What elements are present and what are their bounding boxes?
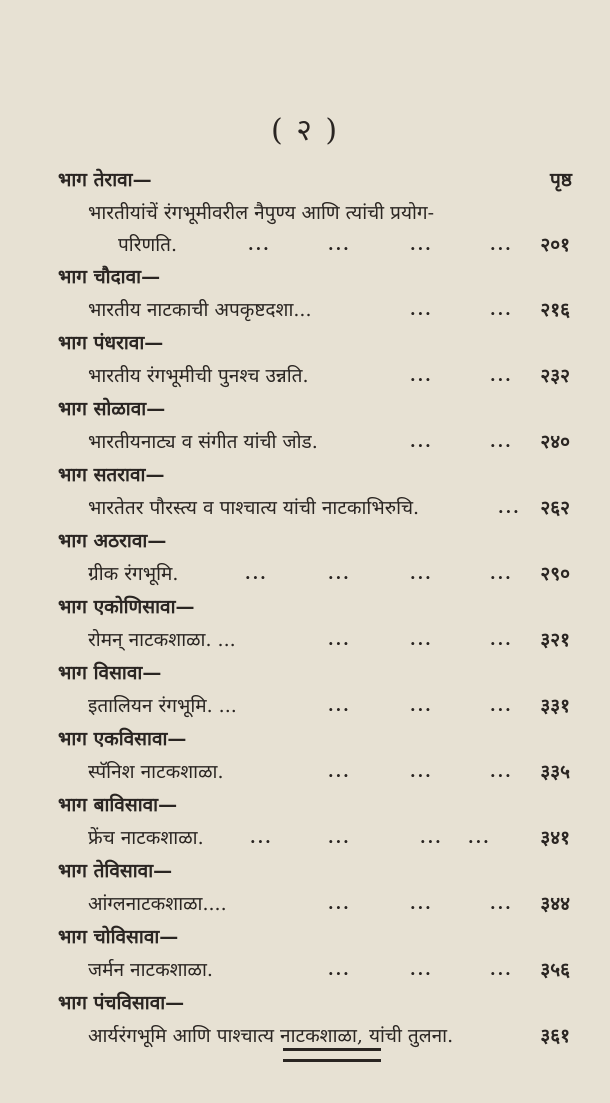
leader-dots: ... — [328, 960, 351, 979]
leader-dots: ... — [490, 235, 513, 254]
part-title: भाग तेरावा— — [58, 169, 152, 191]
leader-dots: ... — [328, 828, 351, 847]
toc-entry — [0, 757, 610, 793]
part-title: भाग चोविसावा— — [58, 926, 179, 948]
toc-entry — [0, 889, 610, 925]
entry-title: आर्यरंगभूमि आणि पाश्चात्य नाटकशाळा, यांची तुलना. — [88, 1025, 454, 1047]
leader-dots: ... — [410, 630, 433, 649]
part-title: भाग तेविसावा— — [58, 860, 173, 882]
toc-entry — [0, 427, 610, 463]
toc-part-heading — [0, 165, 610, 201]
leader-dots: ... — [328, 235, 351, 254]
leader-dots: ... — [248, 235, 271, 254]
entry-title: स्पॅनिश नाटकशाळा. — [88, 761, 224, 783]
toc-entry — [0, 295, 610, 331]
leader-dots: ... — [420, 828, 443, 847]
entry-title: आंग्लनाटकशाळा.... — [88, 893, 227, 915]
end-rule — [283, 1048, 381, 1062]
toc-entry — [0, 955, 610, 991]
entry-title: रोमन् नाटकशाळा. ... — [88, 629, 236, 651]
part-title: भाग विसावा— — [58, 662, 162, 684]
toc-part-heading — [0, 790, 610, 826]
entry-title: भारतीय रंगभूमीची पुनश्च उन्नति. — [88, 365, 309, 387]
toc-part-heading — [0, 328, 610, 364]
leader-dots: ... — [328, 894, 351, 913]
toc-entry — [0, 361, 610, 397]
page-ref: २३२ — [540, 365, 570, 387]
leader-dots: ... — [410, 762, 433, 781]
part-title: भाग सतरावा— — [58, 464, 165, 486]
leader-dots: ... — [490, 894, 513, 913]
leader-dots: ... — [250, 828, 273, 847]
page-ref: ३४४ — [540, 893, 570, 915]
leader-dots: ... — [490, 564, 513, 583]
toc-part-heading — [0, 592, 610, 628]
toc-entry — [0, 823, 610, 859]
leader-dots: ... — [328, 564, 351, 583]
toc-entry — [0, 625, 610, 661]
leader-dots: ... — [410, 366, 433, 385]
page-ref: ३६१ — [540, 1025, 570, 1047]
toc-part-heading — [0, 262, 610, 298]
leader-dots: ... — [410, 696, 433, 715]
leader-dots: ... — [410, 960, 433, 979]
entry-title: भारतीयनाट्य व संगीत यांची जोड. — [88, 431, 318, 453]
page-ref: ३२१ — [540, 629, 570, 651]
part-title: भाग एकविसावा— — [58, 728, 187, 750]
page-ref: ३५६ — [540, 959, 570, 981]
entry-title: जर्मन नाटकशाळा. — [88, 959, 213, 981]
leader-dots: ... — [410, 564, 433, 583]
leader-dots: ... — [490, 366, 513, 385]
page-ref: २४० — [540, 431, 570, 453]
part-title: भाग पंचविसावा— — [58, 992, 185, 1014]
page-number: ( २ ) — [270, 113, 340, 148]
leader-dots: ... — [328, 696, 351, 715]
leader-dots: ... — [410, 894, 433, 913]
part-title: भाग एकोणिसावा— — [58, 596, 195, 618]
entry-title-continued: परिणति. — [118, 234, 178, 256]
part-title: भाग सोळावा— — [58, 398, 166, 420]
entry-title: भारतेतर पौरस्त्य व पाश्चात्य यांची नाटकाभिरुचि. — [88, 497, 420, 519]
leader-dots: ... — [490, 630, 513, 649]
toc-part-heading — [0, 988, 610, 1024]
toc-part-heading — [0, 394, 610, 430]
leader-dots: ... — [498, 498, 521, 517]
leader-dots: ... — [490, 960, 513, 979]
toc-part-heading — [0, 526, 610, 562]
toc-part-heading — [0, 658, 610, 694]
leader-dots: ... — [328, 762, 351, 781]
leader-dots: ... — [410, 432, 433, 451]
toc-entry — [0, 493, 610, 529]
toc-entry — [0, 198, 610, 234]
leader-dots: ... — [410, 300, 433, 319]
toc-part-heading — [0, 922, 610, 958]
page-header-label: पृष्ठ — [550, 169, 572, 191]
toc-entry-continued — [0, 230, 610, 266]
page-ref: ३४१ — [540, 827, 570, 849]
entry-title: ग्रीक रंगभूमि. — [88, 563, 179, 585]
toc-part-heading — [0, 724, 610, 760]
leader-dots: ... — [410, 235, 433, 254]
page-ref: २०१ — [540, 234, 570, 256]
part-title: भाग चौदावा— — [58, 266, 161, 288]
part-title: भाग बाविसावा— — [58, 794, 178, 816]
entry-title: इतालियन रंगभूमि. ... — [88, 695, 237, 717]
toc-entry — [0, 691, 610, 727]
leader-dots: ... — [490, 762, 513, 781]
entry-title: भारतीय नाटकाची अपकृष्टदशा... — [88, 299, 312, 321]
part-title: भाग पंधरावा— — [58, 332, 164, 354]
toc-entry — [0, 559, 610, 595]
leader-dots: ... — [490, 696, 513, 715]
leader-dots: ... — [328, 630, 351, 649]
leader-dots: ... — [490, 432, 513, 451]
page-ref: ३३५ — [540, 761, 570, 783]
part-title: भाग अठरावा— — [58, 530, 167, 552]
leader-dots: ... — [490, 300, 513, 319]
page-ref: २१६ — [540, 299, 570, 321]
page-ref: ३३१ — [540, 695, 570, 717]
leader-dots: ... — [245, 564, 268, 583]
entry-title: भारतीयांचें रंगभूमीवरील नैपुण्य आणि त्यांची प्रयोग- — [88, 202, 435, 224]
toc-part-heading — [0, 856, 610, 892]
leader-dots: ... — [468, 828, 491, 847]
page-ref: २६२ — [540, 497, 570, 519]
toc-part-heading — [0, 460, 610, 496]
page-ref: २९० — [540, 563, 570, 585]
entry-title: फ्रेंच नाटकशाळा. — [88, 827, 204, 849]
